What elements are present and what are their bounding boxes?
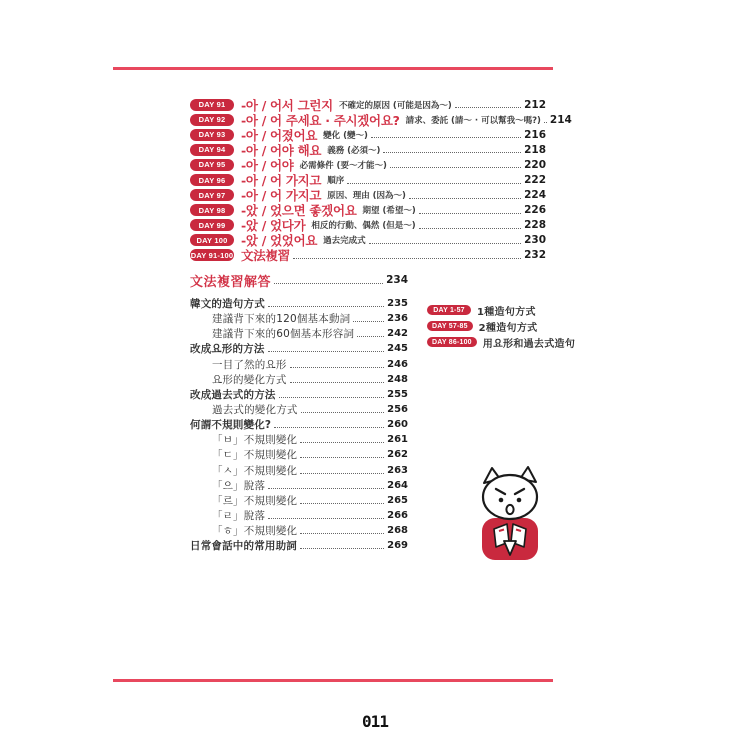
cat-mouth — [506, 505, 513, 514]
chinese-description: 義務 (必須～) — [327, 145, 381, 156]
dotted-leader — [300, 533, 384, 534]
appendix-label: 「ㅅ」不規則變化 — [212, 464, 298, 477]
appendix-label: 過去式的變化方式 — [212, 404, 298, 417]
page-ref: 255 — [387, 388, 408, 400]
chinese-description: 請求、委託 (請～ · 可以幫我～嗎?) — [405, 115, 541, 126]
appendix-toc-list — [190, 296, 408, 553]
dotted-leader — [290, 367, 385, 368]
page-ref: 245 — [387, 343, 408, 355]
legend-label: 2種造句方式 — [478, 322, 538, 334]
page-ref: 256 — [387, 404, 408, 416]
korean-grammar-label: -아 / 어 주세요 · 주시겠어요? — [241, 112, 400, 128]
day-badge: DAY 100 — [190, 234, 234, 246]
korean-grammar-label: -았 / 었으면 좋겠어요 — [241, 203, 357, 219]
chinese-description: 變化 (變～) — [323, 130, 368, 141]
chinese-description: 必需條件 (要～才能～) — [299, 160, 387, 171]
page-ref: 266 — [387, 510, 408, 522]
cat-eye-right — [517, 498, 522, 503]
page-ref: 228 — [524, 219, 546, 232]
appendix-row — [190, 402, 408, 417]
appendix-row — [190, 478, 408, 493]
korean-grammar-label: -아 / 어졌어요 — [241, 127, 318, 143]
page-ref: 262 — [387, 449, 408, 461]
dotted-leader — [268, 488, 384, 489]
day-range-badge: DAY 86-100 — [427, 337, 477, 347]
korean-grammar-label: -아 / 어 가지고 — [241, 173, 322, 189]
appendix-label: 韓文的造句方式 — [190, 298, 265, 311]
appendix-row — [190, 311, 408, 326]
korean-grammar-label: -아 / 어서 그런지 — [241, 97, 333, 113]
day-badge: DAY 92 — [190, 114, 234, 126]
appendix-label: 「르」不規則變化 — [212, 494, 298, 507]
dotted-leader — [290, 382, 385, 383]
angry-cat-mascot-icon — [470, 466, 550, 564]
cat-eye-left — [499, 498, 504, 503]
appendix-row — [190, 417, 408, 432]
appendix-row — [190, 508, 408, 523]
day-badge: DAY 98 — [190, 204, 234, 216]
page-ref: 224 — [524, 189, 546, 202]
page-ref: 230 — [524, 234, 546, 247]
dotted-leader — [293, 258, 521, 259]
dotted-leader — [544, 122, 547, 123]
appendix-label: 「ㅂ」不規則變化 — [212, 434, 298, 447]
dotted-leader — [369, 243, 521, 244]
appendix-row — [190, 493, 408, 508]
day-badge: DAY 95 — [190, 159, 234, 171]
chinese-description: 過去完成式 — [323, 236, 366, 247]
appendix-label: 日常會話中的常用助詞 — [190, 540, 297, 553]
appendix-label: 改成過去式的方法 — [190, 388, 276, 401]
page-ref: 226 — [524, 204, 546, 217]
dotted-leader — [353, 321, 384, 322]
appendix-label: 「ㄹ」脫落 — [212, 510, 266, 523]
page-ref: 214 — [549, 113, 572, 126]
page-ref: 235 — [387, 298, 408, 310]
dotted-leader — [347, 183, 521, 184]
page-ref: 263 — [387, 464, 408, 476]
appendix-row — [190, 538, 408, 553]
appendix-row — [190, 372, 408, 387]
day-badge: DAY 91 — [190, 99, 234, 111]
page-ref: 222 — [524, 174, 546, 187]
dotted-leader — [419, 213, 521, 214]
page-ref: 246 — [387, 358, 408, 370]
chinese-description: 相反的行動、偶然 (但是～) — [311, 221, 416, 232]
day-badge: DAY 99 — [190, 219, 234, 231]
page-ref: 236 — [387, 313, 408, 325]
korean-grammar-label: -았 / 었었어요 — [241, 233, 318, 249]
page-ref: 232 — [524, 249, 546, 262]
page-ref: 265 — [387, 494, 408, 506]
appendix-row — [190, 357, 408, 372]
appendix-label: 一目了然的요形 — [212, 358, 287, 371]
page-ref: 269 — [387, 540, 408, 552]
appendix-label: 建議背下來的120個基本動詞 — [212, 313, 351, 326]
appendix-label: 요形的變化方式 — [212, 373, 287, 386]
appendix-row — [190, 447, 408, 462]
page-ref: 248 — [387, 373, 408, 385]
answers-section-heading — [190, 272, 408, 288]
top-accent-rule — [113, 67, 553, 70]
korean-grammar-label: -아 / 어야 해요 — [241, 142, 322, 158]
appendix-row — [190, 296, 408, 311]
dotted-leader — [409, 198, 521, 199]
dotted-leader — [300, 442, 384, 443]
page-ref: 234 — [386, 274, 408, 286]
page-ref: 212 — [524, 98, 546, 111]
appendix-row — [190, 463, 408, 478]
chinese-description: 不確定的原因 (可能是因為～) — [338, 100, 452, 111]
korean-grammar-label: -았 / 었다가 — [241, 218, 306, 234]
legend-label: 1種造句方式 — [477, 306, 536, 318]
legend-row — [427, 334, 575, 350]
chinese-description: 原因、理由 (因為～) — [327, 191, 406, 202]
chinese-description: 期望 (希望～) — [362, 206, 416, 217]
appendix-label: 「ㄷ」不規則變化 — [212, 449, 298, 462]
page-ref: 218 — [524, 143, 546, 156]
appendix-row — [190, 341, 408, 356]
appendix-label: 「으」脫落 — [212, 479, 266, 492]
day-badge: DAY 96 — [190, 174, 234, 186]
legend-row — [427, 302, 575, 318]
day-badge: DAY 94 — [190, 144, 234, 156]
dotted-leader — [300, 473, 384, 474]
day-badge: DAY 91-100 — [190, 250, 234, 260]
dotted-leader — [301, 412, 385, 413]
korean-grammar-label: 文法複習 — [241, 248, 290, 264]
page-ref: 260 — [387, 419, 408, 431]
appendix-row — [190, 523, 408, 538]
dotted-leader — [300, 457, 384, 458]
answers-heading-label: 文法複習解答 — [190, 274, 272, 290]
page-ref: 264 — [387, 479, 408, 491]
day-range-badge: DAY 1-57 — [427, 305, 471, 315]
dotted-leader — [383, 152, 521, 153]
dotted-leader — [268, 351, 385, 352]
legend-row — [427, 318, 575, 334]
dotted-leader — [300, 548, 384, 549]
appendix-label: 「ㅎ」不規則變化 — [212, 525, 298, 538]
korean-grammar-label: -아 / 어 가지고 — [241, 188, 322, 204]
legend-label: 用요形和過去式造句 — [482, 338, 576, 350]
dotted-leader — [455, 107, 521, 108]
day-range-badge: DAY 57-85 — [427, 321, 473, 331]
dotted-leader — [371, 137, 521, 138]
dotted-leader — [419, 228, 521, 229]
day-badge: DAY 93 — [190, 129, 234, 141]
appendix-label: 何謂不規則變化? — [190, 419, 272, 432]
page-ref: 242 — [387, 328, 408, 340]
page-number: 011 — [362, 712, 388, 731]
korean-grammar-label: -아 / 어야 — [241, 157, 294, 173]
dotted-leader — [274, 427, 384, 428]
appendix-row — [190, 326, 408, 341]
page-ref: 220 — [524, 158, 546, 171]
page-ref: 268 — [387, 525, 408, 537]
dotted-leader — [268, 306, 384, 307]
appendix-label: 改成요形的方法 — [190, 343, 265, 356]
day-toc-list — [190, 97, 572, 264]
appendix-label: 建議背下來的60個基本形容詞 — [212, 328, 355, 341]
toc-day-row — [190, 248, 546, 263]
page-ref: 216 — [524, 128, 546, 141]
bottom-accent-rule — [113, 679, 553, 682]
appendix-row — [190, 432, 408, 447]
dotted-leader — [279, 397, 385, 398]
chinese-description: 順序 — [327, 176, 345, 187]
dotted-leader — [390, 167, 521, 168]
dotted-leader — [357, 336, 384, 337]
day-badge: DAY 97 — [190, 189, 234, 201]
dotted-leader — [274, 283, 383, 284]
appendix-row — [190, 387, 408, 402]
page-ref: 261 — [387, 434, 408, 446]
dotted-leader — [300, 503, 384, 504]
day-range-legend — [427, 302, 575, 351]
dotted-leader — [268, 518, 384, 519]
